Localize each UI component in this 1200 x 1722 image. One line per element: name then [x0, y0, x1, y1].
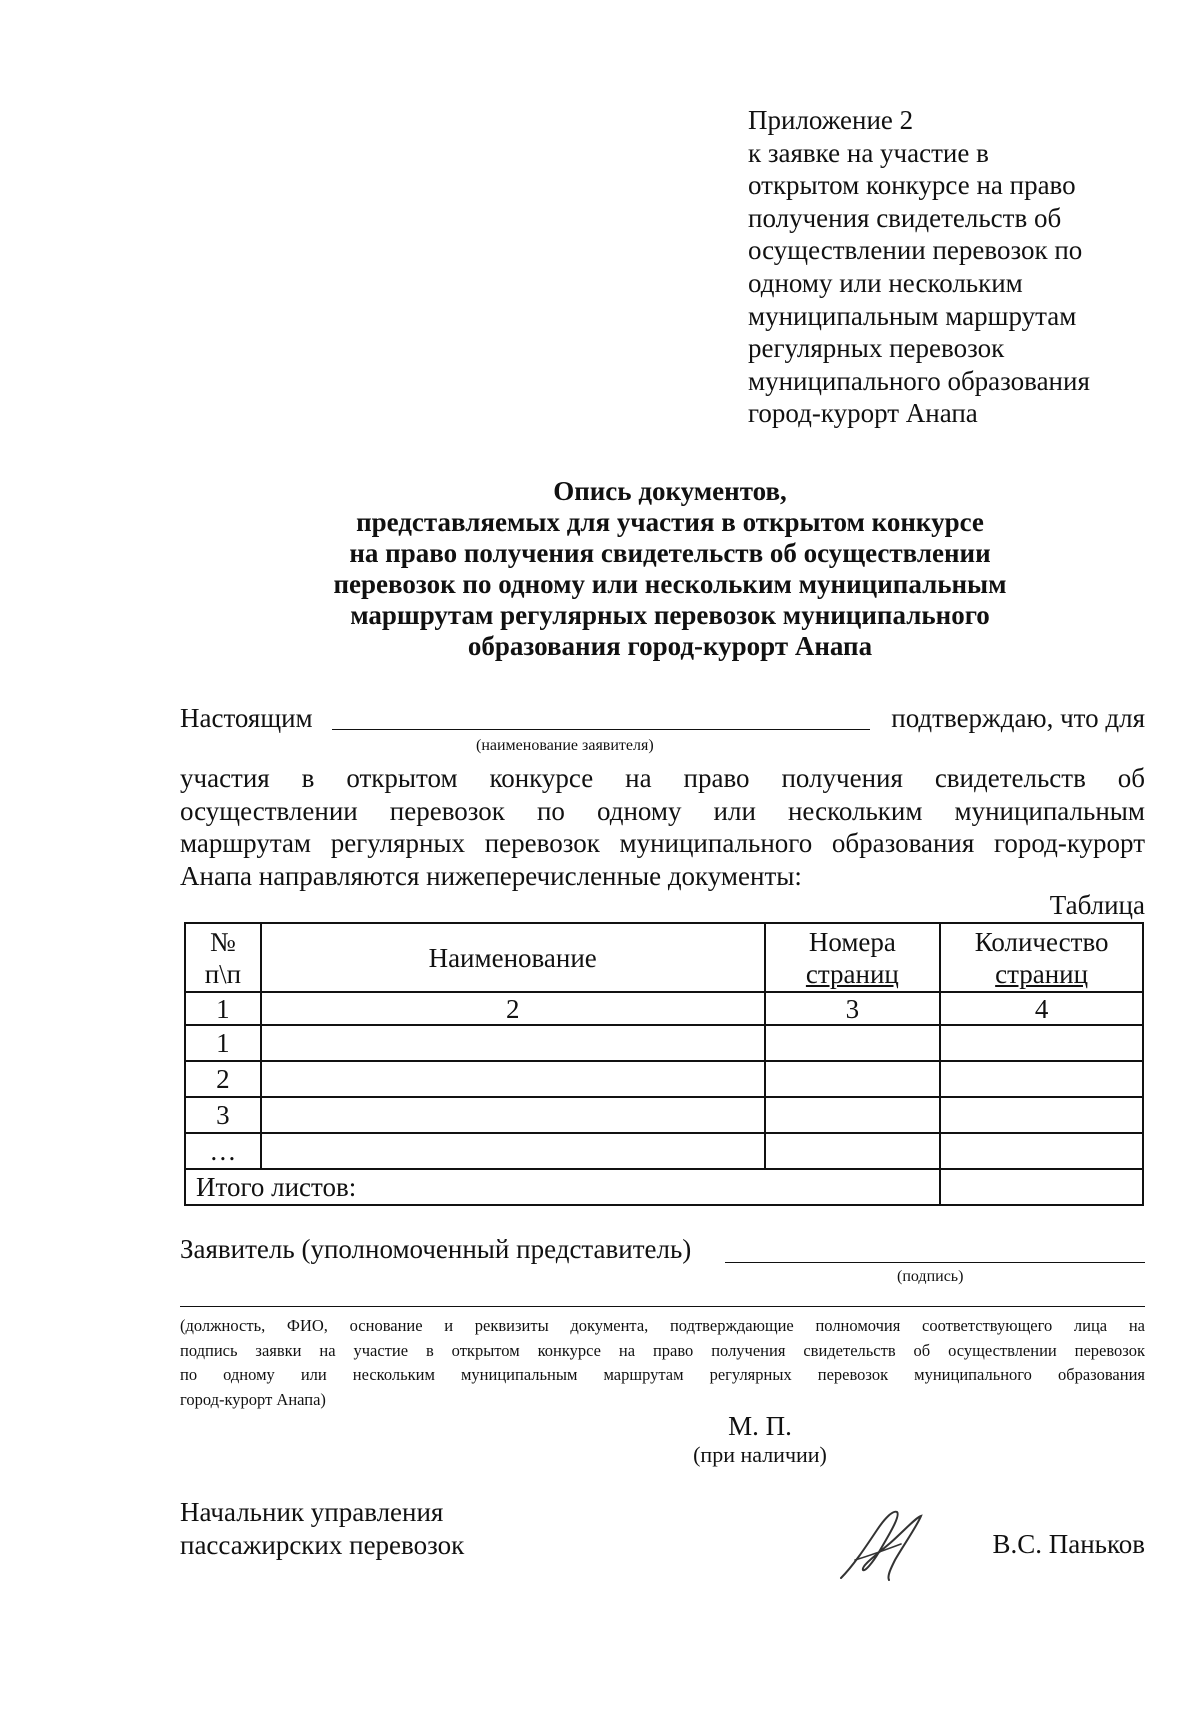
table-header-row — [185, 923, 1143, 992]
appendix-line: открытом конкурсе на право — [748, 170, 1076, 201]
row-num: 3 — [185, 1097, 261, 1133]
table-row — [185, 1133, 1143, 1169]
header-num: № п\п — [185, 923, 261, 992]
row-count-cell[interactable] — [940, 1097, 1143, 1133]
document-title — [180, 476, 1160, 662]
chief-title — [180, 1496, 464, 1562]
column-number-row — [185, 992, 1143, 1025]
column-number: 1 — [185, 992, 261, 1025]
header-page-count: Количество страниц — [940, 923, 1143, 992]
column-number: 4 — [940, 992, 1143, 1025]
row-num: … — [185, 1133, 261, 1169]
confirm-paragraph — [180, 762, 1145, 892]
column-number: 3 — [765, 992, 941, 1025]
position-details-note — [180, 1314, 1145, 1412]
note-line: город-курорт Анапа) — [180, 1389, 326, 1409]
applicant-name-field[interactable] — [332, 729, 870, 730]
title-line: маршрутам регулярных перевозок муниципального — [350, 600, 990, 630]
signature-caption: (подпись) — [897, 1268, 964, 1285]
appendix-line: осуществлении перевозок по — [748, 235, 1083, 266]
title-line: Опись документов, — [553, 476, 787, 506]
paragraph-line: Анапа направляются нижеперечисленные документы: — [180, 860, 802, 891]
title-line: на право получения свидетельств об осуществлении — [349, 538, 991, 568]
chief-name: В.С. Паньков — [992, 1529, 1145, 1559]
row-num: 2 — [185, 1061, 261, 1097]
total-label: Итого листов: — [185, 1169, 940, 1205]
paragraph-line: участия в открытом конкурсе на право получения свидетельств об — [180, 763, 1145, 793]
table-row — [185, 1097, 1143, 1133]
paragraph-line: маршрутам регулярных перевозок муниципального образования город-курорт — [180, 828, 1145, 858]
stamp-label: М. П. — [728, 1411, 792, 1441]
appendix-line: получения свидетельств об — [748, 202, 1062, 233]
title-line: образования город-курорт Анапа — [467, 631, 873, 661]
header-page-numbers: Номера страниц — [765, 923, 941, 992]
row-name-cell[interactable] — [261, 1133, 765, 1169]
handwritten-signature — [835, 1500, 935, 1585]
row-pages-cell[interactable] — [765, 1061, 941, 1097]
appendix-line: город-курорт Анапа — [748, 398, 978, 429]
row-count-cell[interactable] — [940, 1061, 1143, 1097]
row-pages-cell[interactable] — [765, 1025, 941, 1061]
table-row — [185, 1025, 1143, 1061]
confirm-suffix: подтверждаю, что для — [891, 703, 1145, 733]
confirm-prefix: Настоящим — [180, 703, 313, 733]
table-row — [185, 1061, 1143, 1097]
appendix-line: к заявке на участие в — [748, 137, 989, 168]
confirm-statement — [180, 703, 1145, 737]
applicant-label: Заявитель (уполномоченный представитель) — [180, 1234, 692, 1264]
note-line: (должность, ФИО, основание и реквизиты документа, подтверждающие полномочия соответствующего лица на — [180, 1316, 1145, 1335]
row-count-cell[interactable] — [940, 1133, 1143, 1169]
note-line: по одному или нескольким муниципальным маршрутам регулярных перевозок муниципального образования — [180, 1365, 1145, 1384]
appendix-line: Приложение 2 — [748, 105, 914, 135]
row-num: 1 — [185, 1025, 261, 1061]
documents-table — [184, 922, 1144, 1206]
appendix-line: муниципальным маршрутам — [748, 300, 1077, 331]
header-name: Наименование — [261, 923, 765, 992]
note-line: подпись заявки на участие в открытом конкурсе на право получения свидетельств об осуществлении перевозок — [180, 1340, 1145, 1360]
total-value-cell[interactable] — [940, 1169, 1143, 1205]
appendix-header — [748, 104, 1168, 430]
row-pages-cell[interactable] — [765, 1133, 941, 1169]
row-name-cell[interactable] — [261, 1061, 765, 1097]
title-line: перевозок по одному или нескольким муниципальным — [333, 569, 1007, 599]
position-details-field[interactable] — [180, 1306, 1145, 1307]
table-label: Таблица — [1049, 890, 1145, 920]
row-pages-cell[interactable] — [765, 1097, 941, 1133]
row-count-cell[interactable] — [940, 1025, 1143, 1061]
title-line: представляемых для участия в открытом конкурсе — [356, 507, 984, 537]
paragraph-line: осуществлении перевозок по одному или нескольким муниципальным — [180, 795, 1145, 826]
applicant-signature-field[interactable] — [725, 1262, 1145, 1263]
appendix-line: регулярных перевозок — [748, 333, 1005, 364]
stamp-presence-note: (при наличии) — [693, 1442, 827, 1467]
applicant-name-caption: (наименование заявителя) — [476, 737, 654, 754]
appendix-line: одному или нескольким — [748, 267, 1023, 298]
row-name-cell[interactable] — [261, 1097, 765, 1133]
appendix-line: муниципального образования — [748, 365, 1090, 396]
column-number: 2 — [261, 992, 765, 1025]
total-row — [185, 1169, 1143, 1205]
stamp-place — [640, 1410, 880, 1468]
row-name-cell[interactable] — [261, 1025, 765, 1061]
chief-title-line: пассажирских перевозок — [180, 1530, 465, 1560]
chief-title-line: Начальник управления — [180, 1497, 444, 1527]
applicant-signature-line — [180, 1234, 1145, 1270]
